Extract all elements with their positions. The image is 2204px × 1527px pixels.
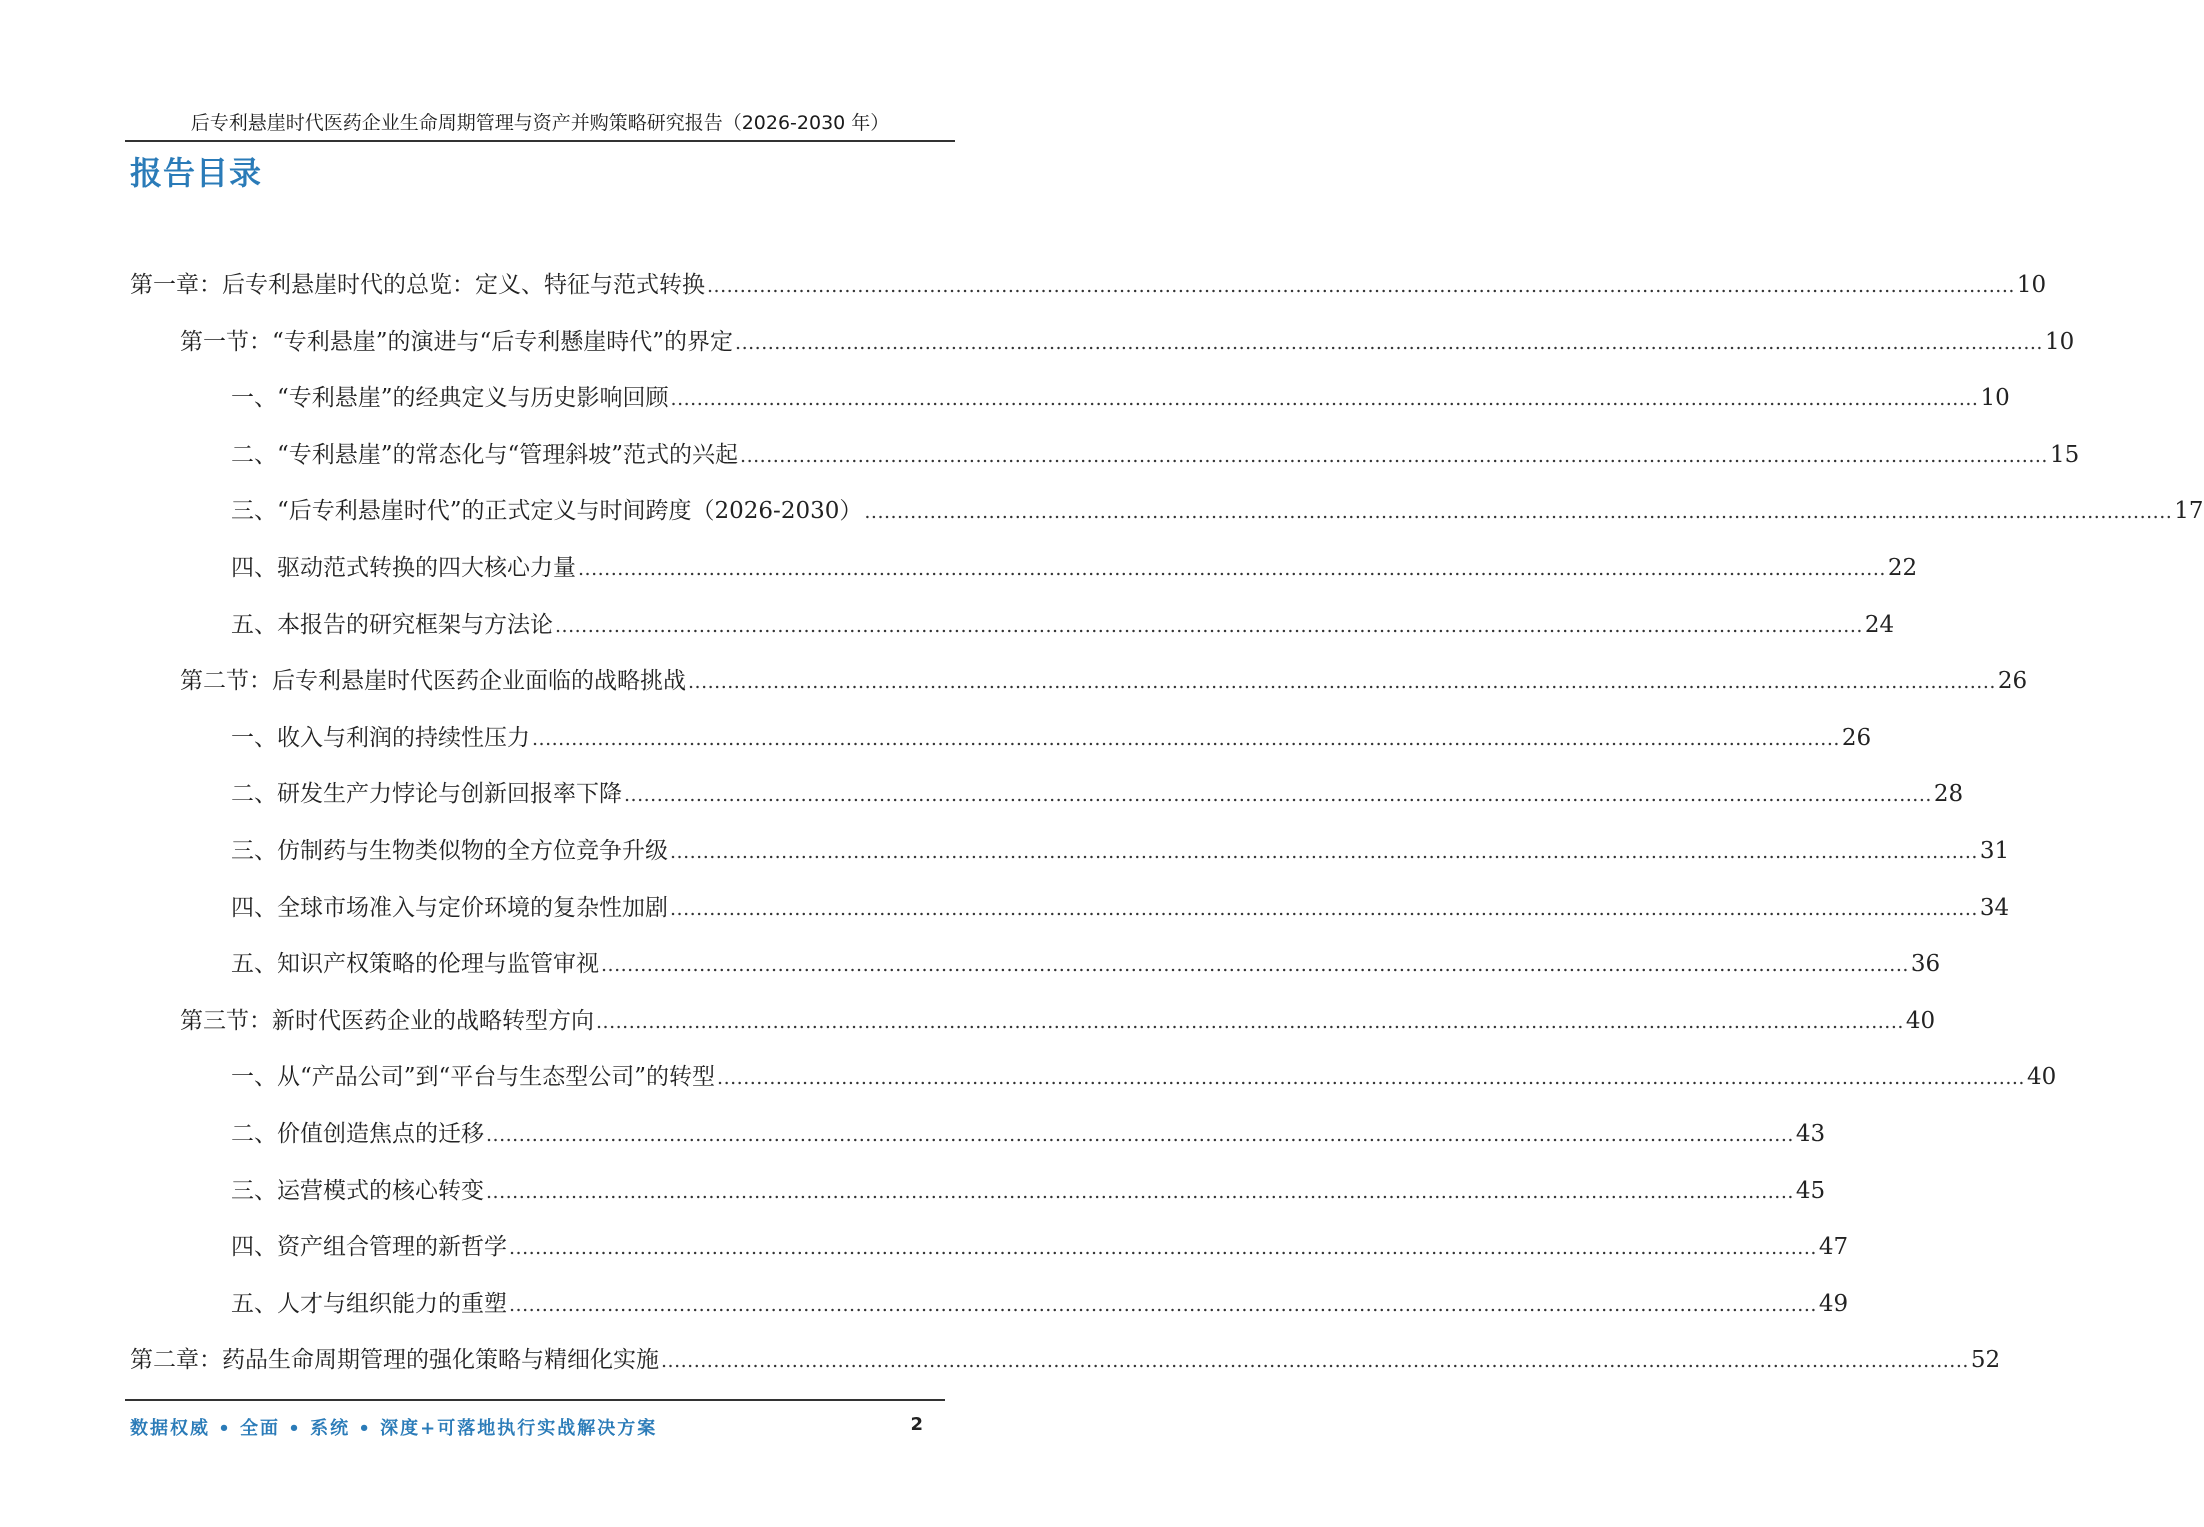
toc-dot-leader: ........................................................................................................................................................................................................	[486, 1180, 1794, 1203]
toc-dot-leader: ........................................................................................................................................................................................................	[596, 1010, 1904, 1033]
running-header-title: 后专利悬崖时代医药企业生命周期管理与资产并购策略研究报告（2026-2030 年）	[190, 112, 890, 134]
toc-subsection-entry[interactable]	[0, 1276, 1849, 1333]
toc-dot-leader: ........................................................................................................................................................................................................	[509, 1293, 1817, 1316]
toc-entry-title: 四、驱动范式转换的四大核心力量	[231, 554, 576, 581]
page-title: 报告目录	[130, 154, 263, 192]
toc-page-number: 26	[1841, 724, 1872, 751]
toc-page-number: 36	[1910, 951, 1941, 978]
toc-subsection-entry[interactable]	[0, 880, 2010, 937]
toc-entry-title: 三、“后专利悬崖时代”的正式定义与时间跨度（2026-2030）	[231, 498, 863, 525]
page-number: 2	[910, 1414, 923, 1435]
toc-subsection-entry[interactable]	[0, 1163, 1826, 1220]
toc-page-number: 43	[1795, 1120, 1826, 1147]
toc-subsection-entry[interactable]	[0, 1106, 1826, 1163]
toc-dot-leader: ........................................................................................................................................................................................................	[532, 727, 1840, 750]
toc-dot-leader: ........................................................................................................................................................................................................	[740, 444, 2048, 467]
toc-page-number: 49	[1818, 1290, 1849, 1317]
toc-page-number: 28	[1933, 781, 1964, 808]
toc-page-number: 52	[1970, 1347, 2001, 1374]
toc-entry-title: 五、人才与组织能力的重塑	[231, 1290, 507, 1317]
toc-section-entry[interactable]	[0, 993, 1936, 1050]
toc-dot-leader: ........................................................................................................................................................................................................	[661, 1350, 1969, 1373]
toc-entry-title: 二、价值创造焦点的迁移	[231, 1120, 484, 1147]
table-of-contents	[0, 257, 2204, 1389]
toc-entry-title: 五、知识产权策略的伦理与监管审视	[231, 951, 599, 978]
toc-subsection-entry[interactable]	[0, 936, 1941, 993]
toc-page-number: 15	[2049, 441, 2080, 468]
toc-section-entry[interactable]	[0, 314, 2075, 371]
toc-dot-leader: ........................................................................................................................................................................................................	[578, 557, 1886, 580]
toc-page-number: 10	[2016, 272, 2047, 298]
toc-subsection-entry[interactable]	[0, 483, 2204, 540]
toc-page-number: 24	[1864, 611, 1895, 638]
toc-subsection-entry[interactable]	[0, 1049, 2057, 1106]
toc-dot-leader: ........................................................................................................................................................................................................	[688, 671, 1996, 694]
toc-dot-leader: ........................................................................................................................................................................................................	[670, 897, 1978, 920]
toc-dot-leader: ........................................................................................................................................................................................................	[717, 1067, 2025, 1090]
toc-page-number: 10	[1980, 385, 2010, 412]
toc-dot-leader: ........................................................................................................................................................................................................	[486, 1123, 1794, 1146]
toc-page-number: 10	[2044, 328, 2075, 355]
toc-entry-title: 三、仿制药与生物类似物的全方位竞争升级	[231, 837, 668, 864]
footer-slogan: 数据权威 • 全面 • 系统 • 深度+可落地执行实战解决方案	[130, 1418, 658, 1439]
toc-dot-leader: ........................................................................................................................................................................................................	[555, 614, 1863, 637]
toc-subsection-entry[interactable]	[0, 823, 2010, 880]
toc-entry-title: 二、研发生产力悖论与创新回报率下降	[231, 781, 622, 808]
toc-dot-leader: ........................................................................................................................................................................................................	[670, 388, 1979, 411]
toc-entry-title: 第二节：后专利悬崖时代医药企业面临的战略挑战	[180, 668, 686, 695]
toc-entry-title: 第三节：新时代医药企业的战略转型方向	[180, 1007, 594, 1034]
toc-section-entry[interactable]	[0, 653, 2028, 710]
toc-subsection-entry[interactable]	[0, 710, 1872, 767]
toc-dot-leader: ........................................................................................................................................................................................................	[601, 954, 1909, 977]
toc-subsection-entry[interactable]	[0, 597, 1895, 654]
toc-page-number: 40	[1905, 1007, 1936, 1034]
toc-entry-title: 二、“专利悬崖”的常态化与“管理斜坡”范式的兴起	[231, 441, 739, 468]
toc-entry-title: 第一节：“专利悬崖”的演进与“后专利懸崖時代”的界定	[180, 328, 734, 355]
toc-entry-title: 四、全球市场准入与定价环境的复杂性加剧	[231, 894, 668, 921]
header-divider	[125, 140, 955, 142]
toc-entry-title: 第一章：后专利悬崖时代的总览：定义、特征与范式转换	[130, 272, 705, 298]
footer-divider	[125, 1399, 945, 1401]
toc-page-number: 22	[1887, 554, 1918, 581]
toc-page-number: 47	[1818, 1234, 1849, 1261]
toc-entry-title: 四、资产组合管理的新哲学	[231, 1234, 507, 1261]
toc-chapter-entry[interactable]	[0, 1332, 2001, 1389]
toc-page-number: 17	[2174, 498, 2204, 525]
toc-entry-title: 一、“专利悬崖”的经典定义与历史影响回顾	[231, 385, 669, 412]
toc-subsection-entry[interactable]	[0, 540, 1918, 597]
toc-subsection-entry[interactable]	[0, 427, 2080, 484]
toc-entry-title: 一、从“产品公司”到“平台与生态型公司”的转型	[231, 1064, 716, 1091]
toc-subsection-entry[interactable]	[0, 370, 2010, 427]
toc-dot-leader: ........................................................................................................................................................................................................	[509, 1237, 1817, 1260]
toc-entry-title: 三、运营模式的核心转变	[231, 1177, 484, 1204]
toc-page-number: 40	[2026, 1064, 2057, 1091]
toc-entry-title: 五、本报告的研究框架与方法论	[231, 611, 553, 638]
toc-dot-leader: ........................................................................................................................................................................................................	[670, 840, 1978, 863]
toc-dot-leader: ........................................................................................................................................................................................................	[624, 784, 1932, 807]
toc-dot-leader: ........................................................................................................................................................................................................	[707, 275, 2015, 297]
toc-entry-title: 第二章：药品生命周期管理的强化策略与精细化实施	[130, 1347, 659, 1374]
toc-dot-leader: ........................................................................................................................................................................................................	[864, 501, 2173, 524]
toc-page-number: 45	[1795, 1177, 1826, 1204]
toc-dot-leader: ........................................................................................................................................................................................................	[735, 331, 2043, 354]
toc-entry-title: 一、收入与利润的持续性压力	[231, 724, 530, 751]
toc-subsection-entry[interactable]	[0, 766, 1964, 823]
toc-page-number: 34	[1979, 894, 2010, 921]
toc-chapter-entry[interactable]	[0, 257, 2047, 314]
toc-page-number: 31	[1979, 837, 2010, 864]
toc-page-number: 26	[1997, 668, 2028, 695]
toc-subsection-entry[interactable]	[0, 1219, 1849, 1276]
